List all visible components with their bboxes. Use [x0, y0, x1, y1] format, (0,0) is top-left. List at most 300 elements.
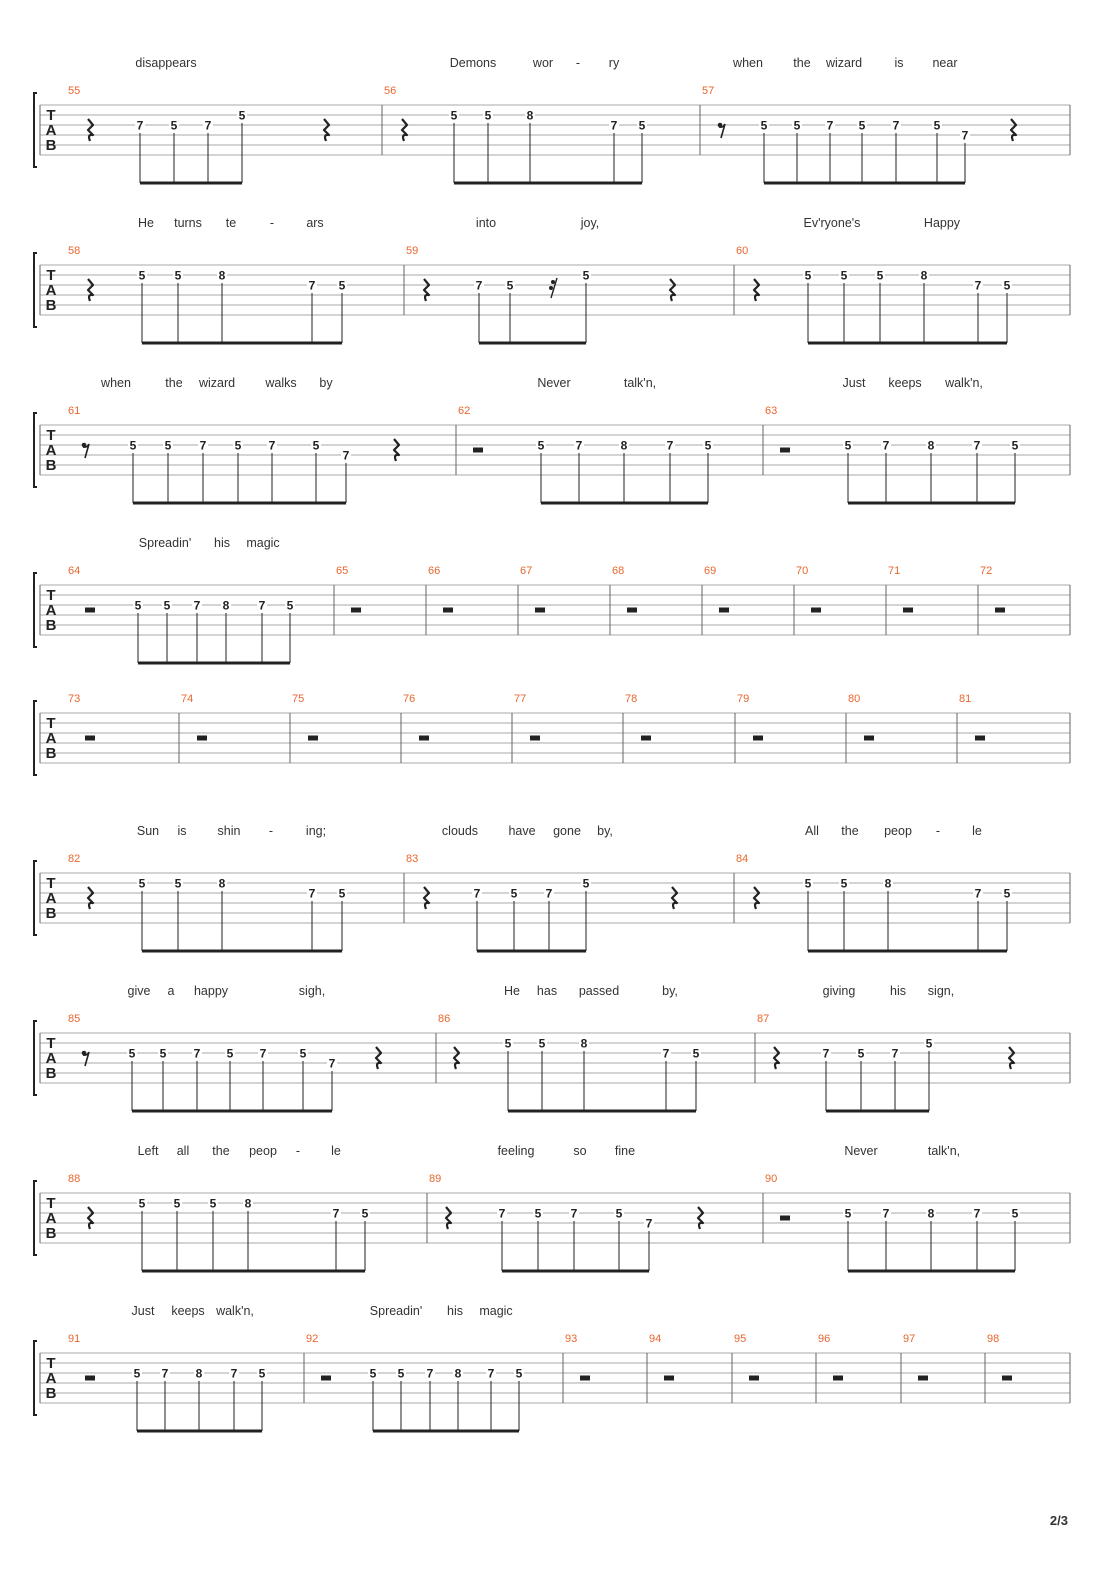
- measure-number: 69: [704, 565, 717, 577]
- fret-number: 7: [204, 118, 212, 133]
- whole-rest: [419, 736, 429, 741]
- tab-clef-letter: A: [45, 602, 57, 619]
- tab-clef-letter: T: [46, 427, 56, 444]
- tab-clef-letter: T: [46, 107, 56, 124]
- lyric-syllable: magic: [479, 1304, 513, 1318]
- fret-number: 7: [199, 438, 207, 453]
- whole-rest: [918, 1376, 928, 1381]
- measure-number: 78: [625, 693, 638, 705]
- measure-number: 80: [848, 693, 861, 705]
- measure-number: 58: [68, 245, 81, 257]
- lyric-syllable: passed: [578, 984, 620, 998]
- tab-clef-letter: A: [45, 1370, 57, 1387]
- quarter-rest: [774, 1047, 779, 1069]
- fret-number: 5: [876, 268, 884, 283]
- fret-number: 7: [892, 118, 900, 133]
- lyric-syllable: wizard: [198, 376, 236, 390]
- fret-number: 7: [575, 438, 583, 453]
- fret-number: 5: [286, 598, 294, 613]
- fret-number: 7: [193, 1046, 201, 1061]
- tab-clef-letter: T: [46, 587, 56, 604]
- measure-number: 75: [292, 693, 305, 705]
- tab-system: [34, 56, 1070, 183]
- measure: [755, 1013, 1014, 1111]
- fret-number: 7: [268, 438, 276, 453]
- measure-number: 96: [818, 1333, 831, 1345]
- fret-number: 5: [361, 1206, 369, 1221]
- tab-system: [34, 216, 1070, 343]
- tab-clef-letter: T: [46, 875, 56, 892]
- measure-number: 64: [68, 565, 81, 577]
- lyric-syllable: sign,: [927, 984, 955, 998]
- measure-number: 92: [306, 1333, 319, 1345]
- half-rest: [85, 1376, 95, 1381]
- lyric-syllable: -: [575, 56, 581, 70]
- measure-number: 56: [384, 85, 397, 97]
- fret-number: 5: [1011, 438, 1019, 453]
- lyric-syllable: peop: [884, 824, 912, 838]
- fret-number: 7: [891, 1046, 899, 1061]
- whole-rest: [530, 736, 540, 741]
- lyric-syllable: ars: [306, 216, 324, 230]
- whole-rest: [535, 608, 545, 613]
- measure: [734, 245, 1012, 343]
- system-bracket: [34, 861, 37, 935]
- fret-number: 8: [244, 1196, 252, 1211]
- whole-rest: [749, 1376, 759, 1381]
- system-bracket: [34, 253, 37, 327]
- system-bracket: [34, 701, 37, 775]
- fret-number: 5: [504, 1036, 512, 1051]
- system-bracket: [34, 413, 37, 487]
- fret-number: 8: [526, 108, 534, 123]
- system-bracket: [34, 93, 37, 167]
- fret-number: 5: [312, 438, 320, 453]
- lyric-syllable: when: [101, 376, 131, 390]
- fret-number: 7: [308, 886, 316, 901]
- half-rest: [473, 448, 483, 453]
- fret-number: 7: [342, 448, 350, 463]
- lyric-syllable: give: [127, 984, 151, 998]
- measure-number: 70: [796, 565, 809, 577]
- tab-clef-letter: B: [45, 1065, 57, 1082]
- tab-clef-letter: B: [45, 617, 57, 634]
- fret-number: 5: [238, 108, 246, 123]
- fret-number: 5: [174, 268, 182, 283]
- fret-number: 7: [193, 598, 201, 613]
- fret-number: 5: [397, 1366, 405, 1381]
- tab-clef-letter: T: [46, 1035, 56, 1052]
- measure: [436, 1013, 701, 1111]
- fret-number: 5: [515, 1366, 523, 1381]
- lyric-syllable: clouds: [441, 824, 479, 838]
- lyric-syllable: Never: [844, 1144, 878, 1158]
- measure-number: 57: [702, 85, 715, 97]
- lyric-syllable: has: [536, 984, 558, 998]
- lyric-syllable: by: [319, 376, 333, 390]
- measure-number: 65: [336, 565, 349, 577]
- quarter-rest: [672, 887, 677, 909]
- fret-number: 5: [793, 118, 801, 133]
- system-bracket: [34, 1021, 37, 1095]
- tab-system: [34, 1144, 1070, 1271]
- measure-number: 62: [458, 405, 471, 417]
- measure-number: 73: [68, 693, 81, 705]
- measure: [763, 1173, 1020, 1271]
- fret-number: 7: [973, 1206, 981, 1221]
- whole-rest: [753, 736, 763, 741]
- measure-number: 85: [68, 1013, 81, 1025]
- tab-system: [34, 824, 1070, 951]
- lyric-syllable: Happy: [923, 216, 961, 230]
- quarter-rest: [394, 439, 399, 461]
- lyric-syllable: sigh,: [298, 984, 326, 998]
- tab-clef-letter: T: [46, 1195, 56, 1212]
- lyric-syllable: by,: [662, 984, 678, 998]
- fret-number: 5: [857, 1046, 865, 1061]
- quarter-rest: [698, 1207, 703, 1229]
- quarter-rest: [88, 1207, 93, 1229]
- tab-clef-letter: A: [45, 730, 57, 747]
- tab-clef-letter: B: [45, 457, 57, 474]
- whole-rest: [811, 608, 821, 613]
- fret-number: 5: [163, 598, 171, 613]
- measure: [404, 245, 675, 343]
- fret-number: 8: [218, 268, 226, 283]
- measure-number: 68: [612, 565, 625, 577]
- measure-number: 66: [428, 565, 441, 577]
- fret-number: 5: [804, 268, 812, 283]
- fret-number: 5: [226, 1046, 234, 1061]
- fret-number: 5: [858, 118, 866, 133]
- fret-number: 5: [615, 1206, 623, 1221]
- fret-number: 5: [933, 118, 941, 133]
- lyric-syllable: by,: [597, 824, 613, 838]
- fret-number: 5: [164, 438, 172, 453]
- quarter-rest: [754, 887, 759, 909]
- quarter-rest: [446, 1207, 451, 1229]
- tab-clef-letter: B: [45, 1385, 57, 1402]
- lyric-syllable: fine: [614, 1144, 636, 1158]
- measure-number: 88: [68, 1173, 81, 1185]
- lyric-syllable: Just: [842, 376, 866, 390]
- whole-rest: [641, 736, 651, 741]
- measure-number: 86: [438, 1013, 451, 1025]
- lyric-syllable: walk'n,: [216, 1304, 254, 1318]
- measure: [68, 1173, 370, 1271]
- lyric-syllable: wor: [532, 56, 554, 70]
- page-number: 2/3: [1049, 1513, 1068, 1528]
- fret-number: 8: [454, 1366, 462, 1381]
- fret-number: 5: [1003, 278, 1011, 293]
- fret-number: 7: [498, 1206, 506, 1221]
- quarter-rest: [670, 279, 675, 301]
- measure-number: 82: [68, 853, 81, 865]
- tab-system: [34, 536, 1070, 663]
- fret-number: 8: [195, 1366, 203, 1381]
- fret-number: 7: [645, 1216, 653, 1231]
- lyric-syllable: -: [268, 824, 274, 838]
- fret-number: 7: [826, 118, 834, 133]
- tab-clef-letter: T: [46, 715, 56, 732]
- fret-number: 7: [426, 1366, 434, 1381]
- lyric-syllable: a: [167, 984, 175, 998]
- fret-number: 5: [173, 1196, 181, 1211]
- fret-number: 8: [222, 598, 230, 613]
- lyric-syllable: his: [214, 536, 230, 550]
- half-rest: [321, 1376, 331, 1381]
- tab-system: [34, 984, 1070, 1111]
- fret-number: 5: [138, 268, 146, 283]
- fret-number: 7: [136, 118, 144, 133]
- fret-number: 5: [692, 1046, 700, 1061]
- tab-clef-letter: T: [46, 1355, 56, 1372]
- fret-number: 5: [133, 1366, 141, 1381]
- measure: [734, 853, 1012, 951]
- lyric-syllable: his: [447, 1304, 463, 1318]
- fret-number: 5: [174, 876, 182, 891]
- whole-rest: [975, 736, 985, 741]
- fret-number: 7: [882, 1206, 890, 1221]
- half-rest: [780, 1216, 790, 1221]
- fret-number: 7: [973, 438, 981, 453]
- fret-number: 5: [510, 886, 518, 901]
- lyric-syllable: feeling: [497, 1144, 535, 1158]
- measure-number: 87: [757, 1013, 770, 1025]
- lyric-syllable: into: [475, 216, 497, 230]
- fret-number: 5: [582, 268, 590, 283]
- measure-number: 77: [514, 693, 527, 705]
- measure: [382, 85, 647, 183]
- lyric-syllable: He: [504, 984, 520, 998]
- measure-number: 79: [737, 693, 750, 705]
- whole-rest: [351, 608, 361, 613]
- lyric-syllable: is: [894, 56, 904, 70]
- measure-number: 76: [403, 693, 416, 705]
- lyric-syllable: walk'n,: [945, 376, 983, 390]
- fret-number: 8: [927, 438, 935, 453]
- system-bracket: [34, 1181, 37, 1255]
- lyric-syllable: All: [805, 824, 819, 838]
- lyric-syllable: Left: [137, 1144, 159, 1158]
- quarter-rest: [88, 119, 93, 141]
- quarter-rest: [88, 887, 93, 909]
- fret-number: 5: [704, 438, 712, 453]
- whole-rest: [197, 736, 207, 741]
- measure-number: 89: [429, 1173, 442, 1185]
- sixteenth-rest-dot: [549, 286, 553, 290]
- fret-number: 8: [620, 438, 628, 453]
- measure-number: 84: [736, 853, 749, 865]
- half-rest: [780, 448, 790, 453]
- measure-number: 71: [888, 565, 901, 577]
- lyric-syllable: Spreadin': [138, 536, 192, 550]
- measure-number: 60: [736, 245, 749, 257]
- lyric-syllable: Ev'ryone's: [803, 216, 861, 230]
- whole-rest: [664, 1376, 674, 1381]
- measure: [427, 1173, 703, 1271]
- fret-number: 7: [332, 1206, 340, 1221]
- fret-number: 5: [537, 438, 545, 453]
- tab-system: [34, 693, 1070, 775]
- fret-number: 5: [638, 118, 646, 133]
- fret-number: 5: [159, 1046, 167, 1061]
- measure: [68, 853, 347, 951]
- tab-clef-letter: B: [45, 297, 57, 314]
- lyric-syllable: have: [508, 824, 536, 838]
- fret-number: 5: [1003, 886, 1011, 901]
- measure-number: 95: [734, 1333, 747, 1345]
- quarter-rest: [754, 279, 759, 301]
- lyric-syllable: walks: [265, 376, 297, 390]
- fret-number: 7: [161, 1366, 169, 1381]
- fret-number: 5: [840, 268, 848, 283]
- lyric-syllable: te: [225, 216, 237, 230]
- sixteenth-rest-dot: [551, 280, 555, 284]
- measure-number: 98: [987, 1333, 1000, 1345]
- tab-clef-letter: B: [45, 137, 57, 154]
- measure-number: 67: [520, 565, 533, 577]
- whole-rest: [864, 736, 874, 741]
- lyric-syllable: all: [176, 1144, 190, 1158]
- system-bracket: [34, 1341, 37, 1415]
- lyric-syllable: gone: [553, 824, 581, 838]
- lyric-syllable: his: [890, 984, 906, 998]
- tab-clef-letter: T: [46, 267, 56, 284]
- fret-number: 8: [920, 268, 928, 283]
- fret-number: 7: [662, 1046, 670, 1061]
- lyric-syllable: giving: [822, 984, 856, 998]
- whole-rest: [995, 608, 1005, 613]
- tab-clef-letter: A: [45, 890, 57, 907]
- measure-number: 93: [565, 1333, 578, 1345]
- lyric-syllable: Sun: [136, 824, 160, 838]
- lyric-syllable: Demons: [449, 56, 497, 70]
- lyric-syllable: so: [573, 1144, 587, 1158]
- lyric-syllable: ry: [608, 56, 620, 70]
- fret-number: 5: [760, 118, 768, 133]
- tab-clef-letter: B: [45, 745, 57, 762]
- fret-number: 7: [545, 886, 553, 901]
- lyric-syllable: shin: [217, 824, 241, 838]
- fret-number: 5: [128, 1046, 136, 1061]
- measure-number: 63: [765, 405, 778, 417]
- measure-number: 94: [649, 1333, 662, 1345]
- quarter-rest: [376, 1047, 381, 1069]
- whole-rest: [903, 608, 913, 613]
- fret-number: 8: [884, 876, 892, 891]
- lyric-syllable: when: [733, 56, 763, 70]
- measure: [68, 405, 399, 503]
- measure: [304, 1333, 524, 1431]
- measure-number: 97: [903, 1333, 916, 1345]
- lyric-syllable: talk'n,: [623, 376, 657, 390]
- tab-clef-letter: A: [45, 122, 57, 139]
- whole-rest: [719, 608, 729, 613]
- lyric-syllable: the: [212, 1144, 230, 1158]
- fret-number: 7: [974, 278, 982, 293]
- fret-number: 5: [844, 1206, 852, 1221]
- measure: [68, 245, 347, 343]
- lyric-syllable: ing;: [305, 824, 327, 838]
- tab-system: [34, 376, 1070, 503]
- lyric-syllable: disappears: [135, 56, 197, 70]
- tab-clef-letter: A: [45, 1050, 57, 1067]
- fret-number: 8: [218, 876, 226, 891]
- quarter-rest: [424, 887, 429, 909]
- lyric-syllable: the: [165, 376, 183, 390]
- lyric-syllable: happy: [193, 984, 229, 998]
- half-rest: [85, 608, 95, 613]
- quarter-rest: [1009, 1047, 1014, 1069]
- fret-number: 7: [882, 438, 890, 453]
- fret-number: 5: [129, 438, 137, 453]
- fret-number: 5: [506, 278, 514, 293]
- quarter-rest: [1011, 119, 1016, 141]
- fret-number: 5: [450, 108, 458, 123]
- fret-number: 5: [369, 1366, 377, 1381]
- fret-number: 5: [1011, 1206, 1019, 1221]
- fret-number: 5: [338, 886, 346, 901]
- tab-clef-letter: B: [45, 1225, 57, 1242]
- fret-number: 5: [138, 876, 146, 891]
- whole-rest: [308, 736, 318, 741]
- fret-number: 5: [134, 598, 142, 613]
- fret-number: 7: [308, 278, 316, 293]
- fret-number: 5: [840, 876, 848, 891]
- quarter-rest: [424, 279, 429, 301]
- fret-number: 5: [844, 438, 852, 453]
- fret-number: 8: [580, 1036, 588, 1051]
- fret-number: 5: [925, 1036, 933, 1051]
- measure-number: 55: [68, 85, 81, 97]
- fret-number: 7: [570, 1206, 578, 1221]
- fret-number: 5: [804, 876, 812, 891]
- quarter-rest: [402, 119, 407, 141]
- measure-number: 61: [68, 405, 81, 417]
- whole-rest: [1002, 1376, 1012, 1381]
- fret-number: 7: [258, 598, 266, 613]
- fret-number: 7: [475, 278, 483, 293]
- measure-number: 59: [406, 245, 419, 257]
- measure: [68, 85, 329, 183]
- fret-number: 5: [582, 876, 590, 891]
- fret-number: 5: [484, 108, 492, 123]
- fret-number: 7: [666, 438, 674, 453]
- lyric-syllable: -: [935, 824, 941, 838]
- quarter-rest: [88, 279, 93, 301]
- measure: [456, 405, 713, 503]
- lyric-syllable: the: [841, 824, 859, 838]
- lyric-syllable: peop: [249, 1144, 277, 1158]
- fret-number: 5: [338, 278, 346, 293]
- lyric-syllable: Just: [131, 1304, 155, 1318]
- quarter-rest: [454, 1047, 459, 1069]
- fret-number: 7: [328, 1056, 336, 1071]
- tab-clef-letter: A: [45, 282, 57, 299]
- fret-number: 5: [258, 1366, 266, 1381]
- fret-number: 5: [299, 1046, 307, 1061]
- lyric-syllable: le: [331, 1144, 341, 1158]
- measure-number: 81: [959, 693, 972, 705]
- fret-number: 5: [234, 438, 242, 453]
- fret-number: 7: [487, 1366, 495, 1381]
- lyric-syllable: near: [932, 56, 958, 70]
- tab-clef-letter: B: [45, 905, 57, 922]
- lyric-syllable: joy,: [580, 216, 600, 230]
- fret-number: 5: [138, 1196, 146, 1211]
- whole-rest: [580, 1376, 590, 1381]
